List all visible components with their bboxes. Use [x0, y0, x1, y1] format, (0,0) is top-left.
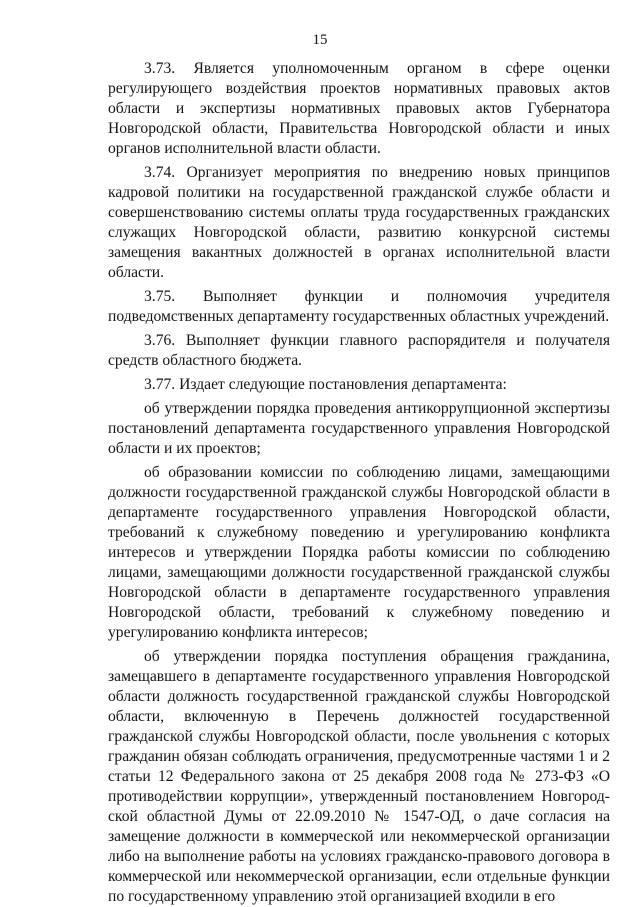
paragraph-3-76: 3.76. Выполняет функции главного распорядителя и получателя средств областного бюджета.: [108, 332, 610, 369]
resolution-item-anticorruption-expertise: об утверждении порядка проведения антикоррупционной экспертизы постановлений департамента государственного управления Новгородской области и их проектов;: [108, 400, 610, 457]
resolution-item-ethics-commission: об образовании комиссии по соблюдению лицами, замещающими должности государственной гражданской службы Новгородской области в департаменте государственного управления Новгородской области, требований к служебному поведению и урегулированию конфликта интересов и утверждении Порядка работы комиссии по соблюдению лицами, замещающими должности государственной гражданской службы Новгородской области в департаменте государственного управления Новгородской области, требований к служебному поведению и урегулированию конфликта интересов;: [108, 464, 610, 641]
page-number: 15: [312, 32, 328, 48]
paragraph-3-74: 3.74. Организует мероприятия по внедрению новых принципов кадровой политики на государственной гражданской службе области и совершенствованию системы оплаты труда государственных гражданских служащих Новгородской области, развитию конкурсной системы замещения вакантных должностей в органах исполнительной власти области.: [108, 164, 610, 281]
document-body: [108, 59, 610, 907]
paragraph-3-77: 3.77. Издает следующие постановления департамента:: [144, 376, 507, 393]
paragraph-3-73: 3.73. Является уполномоченным органом в сфере оценки регулирующего воздействия проектов нормативных правовых актов области и экспертизы нормативных правовых актов Губернатора Новгородской области, Правительства Новгородской области и иных органов исполнительной власти области.: [108, 60, 610, 157]
resolution-item-citizen-appeal: об утверждении порядка поступления обращения гражданина, замещавшего в департаменте государственного управления Новгородской области должность государственной гражданской службы Новгородской области, включенную в Перечень должностей государственной гражданской службы Новгородской области, после увольнения с которых гражданин обязан соблюдать ограничения, предусмотренные частями 1 и 2 статьи 12 Федерального закона от 25 декабря 2008 года № 273-ФЗ «О противодействии коррупции», утвержденный постановлением Новгород-ской областной Думы от 22.09.2010 № 1547-ОД, о даче согласия на замещение должности в коммерческой или некоммерческой организации либо на выполнение работы на условиях гражданско-правового договора в коммерческой или некоммерческой организации, если отдельные функции по государственному управлению этой организацией входили в его: [108, 648, 610, 905]
paragraph-3-75: 3.75. Выполняет функции и полномочия учредителя подведомственных департаменту государственных областных учреждений.: [108, 288, 610, 325]
